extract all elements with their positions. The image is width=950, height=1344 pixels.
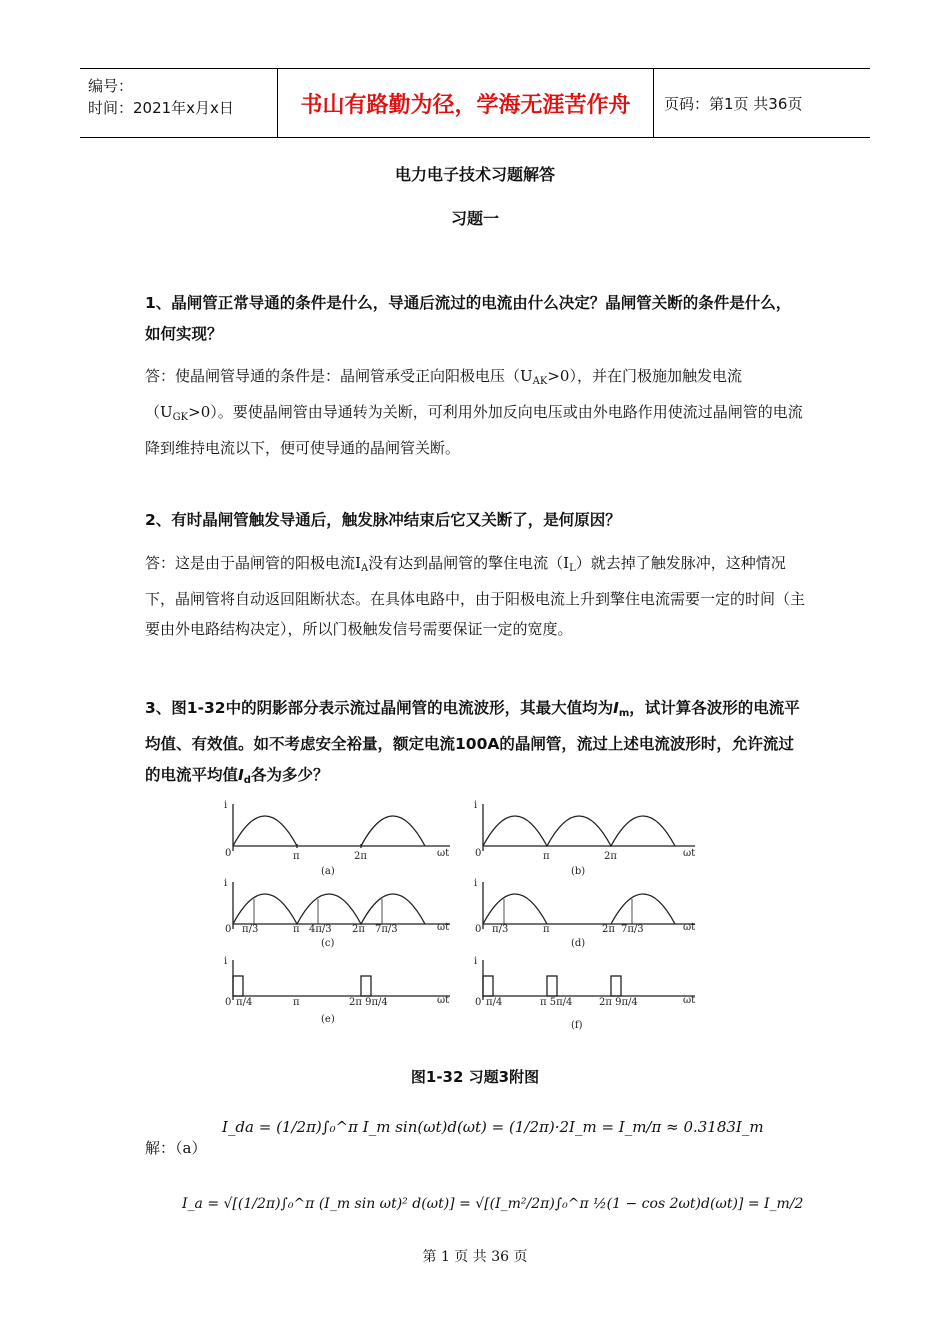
- label-wt: ωt: [683, 848, 696, 859]
- label-c: (c): [321, 938, 335, 949]
- subscript-gk: GK: [172, 412, 189, 423]
- subscript-a: A: [360, 563, 369, 574]
- answer-1-part: 答：使晶闸管导通的条件是：晶闸管承受正向阳极电压（U: [145, 367, 533, 385]
- figure-caption: 图1-32 习题3附图: [410, 1068, 540, 1086]
- tick-pi4: π/4: [236, 997, 253, 1008]
- subscript-d: d: [243, 775, 251, 786]
- answer-2: [145, 548, 805, 644]
- tick-2pi: 2π: [354, 851, 367, 862]
- label-b: (b): [571, 866, 586, 877]
- answer-2-part: 答：这是由于晶闸管的阳极电流I: [145, 554, 361, 572]
- question-3-part: 3、图1-32中的阴影部分表示流过晶闸管的电流波形，其最大值均为: [145, 699, 614, 717]
- waveform-f: [483, 960, 695, 1000]
- label-zero: 0: [225, 924, 232, 935]
- label-wt: ωt: [437, 922, 450, 933]
- label-zero: 0: [475, 997, 482, 1008]
- tick-2pi: 2π: [352, 924, 365, 935]
- waveform-b: [483, 804, 695, 851]
- label-wt: ωt: [683, 922, 696, 933]
- label-zero: 0: [475, 924, 482, 935]
- waveform-d: [483, 882, 695, 929]
- equation-2: I_a = √[(1/2π)∫₀^π (I_m sin ωt)² d(ωt)] = √[(I_m²/2π)∫₀^π ½(1 − cos 2ωt)d(ωt)] = I_m/2: [182, 1196, 804, 1212]
- label-e: (e): [321, 1014, 335, 1025]
- chapter-title: 习题一: [450, 209, 499, 228]
- equation-1: I_da = (1/2π)∫₀^π I_m sin(ωt)d(ωt) = (1/2π)·2I_m = I_m/π ≈ 0.3183I_m: [222, 1118, 764, 1136]
- label-f: (f): [571, 1020, 583, 1031]
- tick-2pi: 2π: [604, 851, 617, 862]
- header-motto: 书山有路勤为径，学海无涯苦作舟: [278, 69, 654, 137]
- symbol-im: I: [613, 699, 619, 717]
- label-i-b: i: [474, 800, 478, 811]
- label-zero: 0: [475, 848, 482, 859]
- answer-2-part: ）就去掉了触发脉冲，这种情况下，晶闸管将自动返回阻断状态。在具体电路中，由于阳极电流上升到擎住电流需要一定的时间（主要由外电路结构决定），所以门极触发信号需要保证一定的宽度。: [145, 554, 806, 638]
- answer-1: [145, 361, 805, 463]
- tick-pi3: π/3: [492, 924, 509, 935]
- tick-pi: π: [293, 997, 300, 1008]
- tick-5pi4: π 5π/4: [540, 997, 573, 1008]
- number-label: 编号：: [88, 77, 134, 95]
- solution-label: 解：（a）: [145, 1139, 207, 1157]
- tick-7pi3: 7π/3: [621, 924, 644, 935]
- label-i-c: i: [224, 878, 228, 889]
- tick-9pi4: 2π 9π/4: [599, 997, 638, 1008]
- label-i-f: i: [474, 956, 478, 967]
- question-1: 1、晶闸管正常导通的条件是什么，导通后流过的电流由什么决定？晶闸管关断的条件是什么，如何实现？: [145, 294, 792, 343]
- symbol-id: I: [238, 766, 244, 784]
- tick-pi: π: [293, 851, 300, 862]
- date-label: 时间：2021年x月x日: [88, 99, 234, 117]
- label-wt: ωt: [437, 848, 450, 859]
- question-2: 2、有时晶闸管触发导通后，触发脉冲结束后它又关断了，是何原因？: [145, 511, 621, 529]
- figure-1-32: [215, 796, 705, 1046]
- tick-2pi: 2π: [602, 924, 615, 935]
- page-footer: 第 1 页 共 36 页: [422, 1249, 528, 1265]
- label-zero: 0: [225, 848, 232, 859]
- tick-pi3: π/3: [242, 924, 259, 935]
- subscript-m: m: [618, 708, 630, 719]
- tick-pi: π: [543, 924, 550, 935]
- label-wt: ωt: [683, 995, 696, 1006]
- waveform-e: [233, 960, 450, 1000]
- label-i-a: i: [224, 800, 228, 811]
- page-header: [80, 68, 870, 138]
- document-title: 电力电子技术习题解答: [394, 165, 555, 184]
- tick-pi: π: [293, 924, 300, 935]
- label-zero: 0: [225, 997, 232, 1008]
- tick-pi: π: [543, 851, 550, 862]
- answer-2-part: 没有达到晶闸管的擎住电流（I: [368, 554, 570, 572]
- tick-pi4: π/4: [486, 997, 503, 1008]
- label-wt: ωt: [437, 995, 450, 1006]
- tick-4pi3: 4π/3: [309, 924, 332, 935]
- question-3-part: 各为多少？: [250, 766, 329, 784]
- label-i-d: i: [474, 878, 478, 889]
- waveform-a: [233, 804, 450, 851]
- label-d: (d): [571, 938, 586, 949]
- header-page-info: 页码：第1页 共36页: [664, 94, 803, 113]
- tick-9pi4: 2π 9π/4: [349, 997, 388, 1008]
- answer-1-part: >0）。要使晶闸管由导通转为关断，可利用外加反向电压或由外电路作用使流过晶闸管的电流降到维持电流以下，便可使导通的晶闸管关断。: [145, 403, 803, 457]
- tick-7pi3: 7π/3: [375, 924, 398, 935]
- subscript-ak: AK: [532, 376, 548, 387]
- label-a: (a): [321, 866, 335, 877]
- header-meta: [80, 69, 278, 137]
- answer-1-part: >0），并在门极施加触发电流（U: [145, 367, 742, 421]
- waveform-c: [233, 882, 450, 929]
- subscript-l: L: [569, 563, 576, 574]
- label-i-e: i: [224, 956, 228, 967]
- question-3-part: ，试计算各波形的电流平均值、有效值。如不考虑安全裕量，额定电流100A的晶闸管，流过上述电流波形时，允许流过的电流平均值: [145, 699, 800, 784]
- question-3: [145, 693, 805, 796]
